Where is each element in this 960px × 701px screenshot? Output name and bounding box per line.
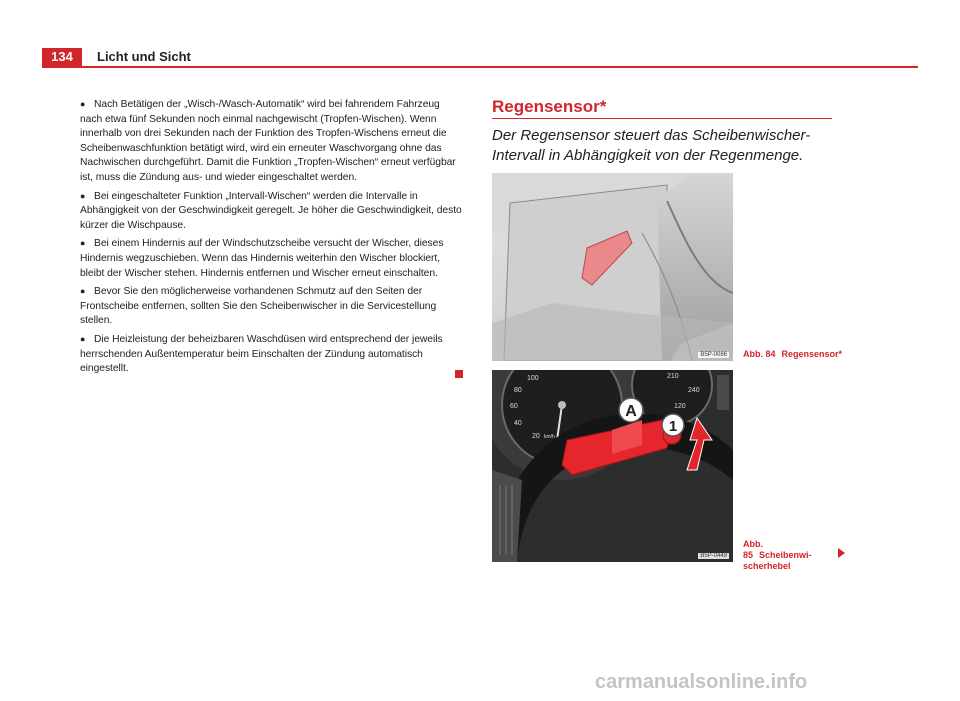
speedo-label: 60 xyxy=(510,403,518,410)
page-number: 134 xyxy=(42,48,82,66)
caption-text: Regensensor* xyxy=(781,349,843,359)
speedo-label: 210 xyxy=(667,373,679,380)
bullet-icon: ● xyxy=(80,99,86,109)
left-column xyxy=(80,97,463,380)
figure-rain-sensor xyxy=(492,173,733,361)
bullet-icon: ● xyxy=(80,238,86,249)
speedo-label: 20 xyxy=(532,433,540,440)
speedo-label: 40 xyxy=(514,420,522,427)
figure-caption xyxy=(743,539,823,572)
figure-code: B5P-0086 xyxy=(700,352,727,358)
watermark: carmanualsonline.info xyxy=(595,671,808,693)
section-intro: Der Regensensor steuert das Scheibenwischer-Intervall in Abhängigkeit von der Regenmenge. xyxy=(492,127,811,164)
bullet-item xyxy=(80,284,463,329)
bullet-text: Die Heizleistung der beheizbaren Waschdüsen wird entsprechend der jeweils herrschenden Außentemperatur beim Einschalten der Zündung automatisch eingestellt. xyxy=(80,333,443,375)
section-title: Regensensor* xyxy=(492,97,607,116)
chapter-title: Licht und Sicht xyxy=(97,49,191,64)
callout-1: 1 xyxy=(668,418,678,435)
caption-text: Scheibenwi-scherhebel xyxy=(743,550,812,571)
figure-wiper-lever xyxy=(492,370,733,562)
bullet-icon: ● xyxy=(80,333,86,344)
speedo-label: 80 xyxy=(514,387,522,394)
bullet-item xyxy=(80,97,463,186)
speedo-unit: km/h xyxy=(544,434,555,440)
figure-code: B5P-0449 xyxy=(700,553,727,559)
bullet-icon: ● xyxy=(80,190,86,201)
speedo-label: 100 xyxy=(527,375,539,382)
speedo-label: 120 xyxy=(674,403,686,410)
section-end-icon xyxy=(455,370,463,378)
bullet-text: Bei einem Hindernis auf der Windschutzscheibe versucht der Wischer, dieses Hindernis wegzuschieben. Wenn das Hindernis weiterhin den Wischer blockiert, bleibt der Wischer stehen. Hindernis entfernen und Wischer erneut einschalten. xyxy=(80,238,444,279)
header-rule xyxy=(42,66,918,68)
rain-sensor-illustration xyxy=(492,173,733,361)
section-rule xyxy=(492,118,832,119)
wiper-lever-illustration xyxy=(492,370,733,562)
bullet-text: Bei eingeschalteter Funktion „Intervall-Wischen“ werden die Intervalle in Abhängigkeit von der Geschwindigkeit geregelt. Je höher die Geschwindigkeit, desto kürzer die Wischpause. xyxy=(80,190,462,231)
speedo-label: 240 xyxy=(688,387,700,394)
continue-arrow-icon xyxy=(838,548,845,558)
bullet-item xyxy=(80,332,463,377)
caption-number: Abb. 84 xyxy=(743,349,776,359)
bullet-item xyxy=(80,189,463,234)
bullet-text: Nach Betätigen der „Wisch-/Wasch-Automatik“ wird bei fahrendem Fahrzeug nach etwa fünf Sekunden noch einmal nachgewischt (Tropfen-Wischen). Wenn innerhalb von drei Sekunden nach der Funktion des Tropfen-Wischens erneut die Scheibenwaschfunktion betätigt wird, wird ein erneuter Waschvorgang ohne das Nachwischen durchgeführt. Damit die Funktion „Tropfen-Wischen“ erneut verfügbar ist, muss die Zündung aus- und wieder eingeschaltet werden. xyxy=(80,99,456,183)
bullet-item xyxy=(80,236,463,281)
callout-a: A xyxy=(625,403,637,420)
bullet-icon: ● xyxy=(80,286,86,297)
bullet-text: Bevor Sie den möglicherweise vorhandenen Schmutz auf den Seiten der Frontscheibe entfernen, sollten Sie den Scheibenwischer in die Servicestellung stellen. xyxy=(80,286,437,327)
caption-number: Abb. 85 xyxy=(743,539,763,560)
figure-caption xyxy=(743,349,842,360)
